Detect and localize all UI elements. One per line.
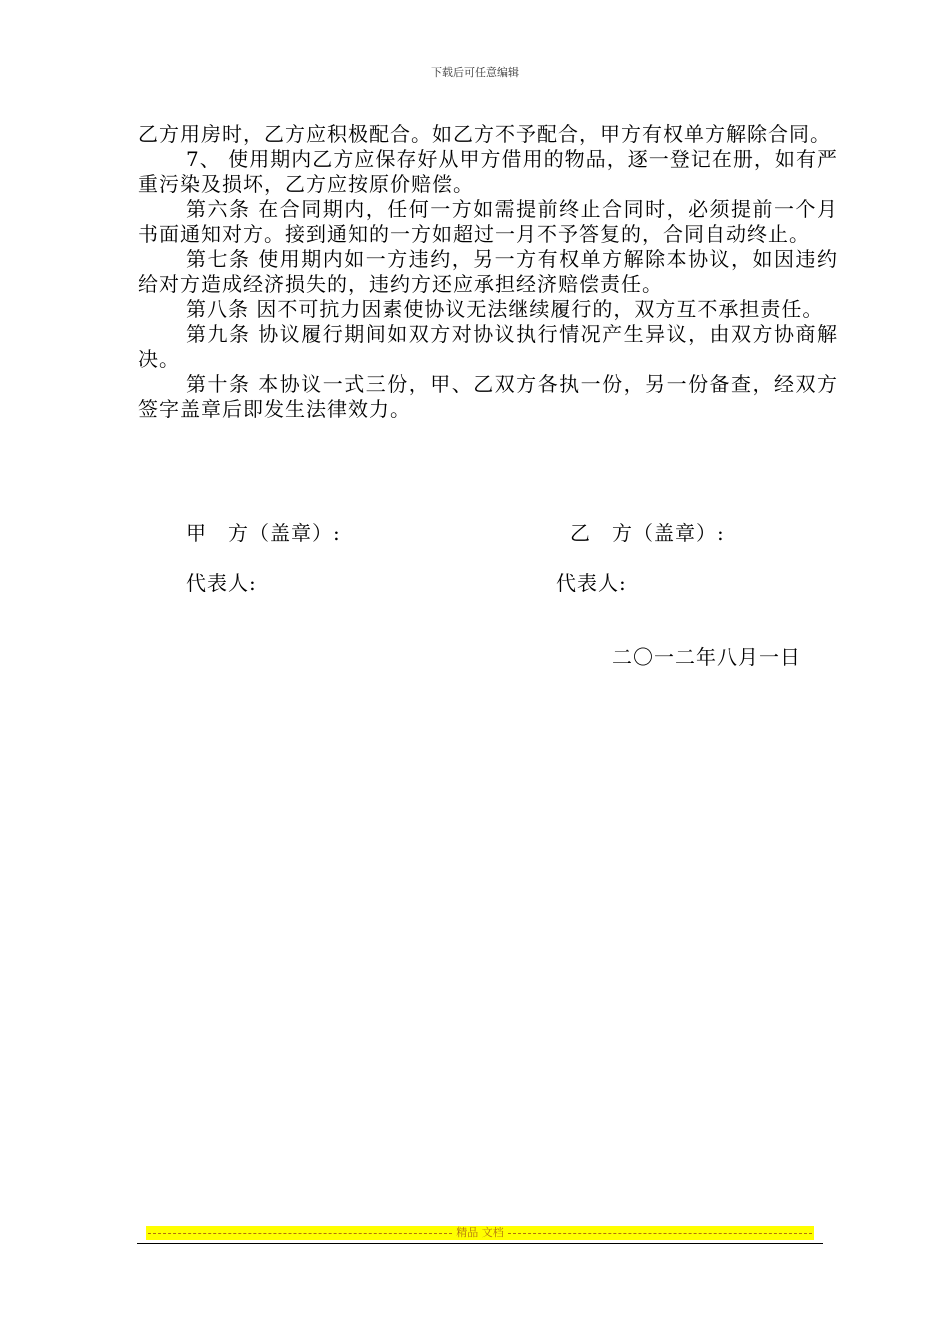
footer-dash-left bbox=[148, 1233, 452, 1234]
footer-label: 精品 文档 bbox=[456, 1226, 504, 1239]
party-a-seal-label: 甲 方（盖章）: bbox=[186, 521, 341, 545]
paragraph-item-7: 7、 使用期内乙方应保存好从甲方借用的物品，逐一登记在册，如有严重污染及损坏，乙方应按原价赔偿。 bbox=[138, 147, 838, 196]
party-b-seal-label: 乙 方（盖章）: bbox=[570, 521, 725, 545]
party-b-representative-label: 代表人: bbox=[556, 571, 627, 595]
paragraph-article-6: 第六条 在合同期内，任何一方如需提前终止合同时，必须提前一个月书面通知对方。接到通知的一方如超过一月不予答复的，合同自动终止。 bbox=[138, 197, 838, 246]
footer-banner bbox=[146, 1226, 814, 1240]
footer-rule bbox=[137, 1243, 823, 1244]
paragraph-continuation: 乙方用房时，乙方应积极配合。如乙方不予配合，甲方有权单方解除合同。 bbox=[138, 122, 831, 146]
paragraph-article-8: 第八条 因不可抗力因素使协议无法继续履行的，双方互不承担责任。 bbox=[186, 297, 824, 321]
paragraph-article-9: 第九条 协议履行期间如双方对协议执行情况产生异议，由双方协商解决。 bbox=[138, 322, 838, 371]
footer-dash-right bbox=[508, 1233, 812, 1234]
paragraph-article-7: 第七条 使用期内如一方违约，另一方有权单方解除本协议，如因违约给对方造成经济损失的，违约方还应承担经济赔偿责任。 bbox=[138, 247, 838, 296]
signing-date: 二〇一二年八月一日 bbox=[612, 645, 801, 669]
page-header-note: 下载后可任意编辑 bbox=[431, 66, 519, 79]
party-a-representative-label: 代表人: bbox=[186, 571, 257, 595]
paragraph-article-10: 第十条 本协议一式三份，甲、乙双方各执一份，另一份备查，经双方签字盖章后即发生法律效力。 bbox=[138, 372, 838, 421]
contract-body bbox=[138, 122, 838, 422]
